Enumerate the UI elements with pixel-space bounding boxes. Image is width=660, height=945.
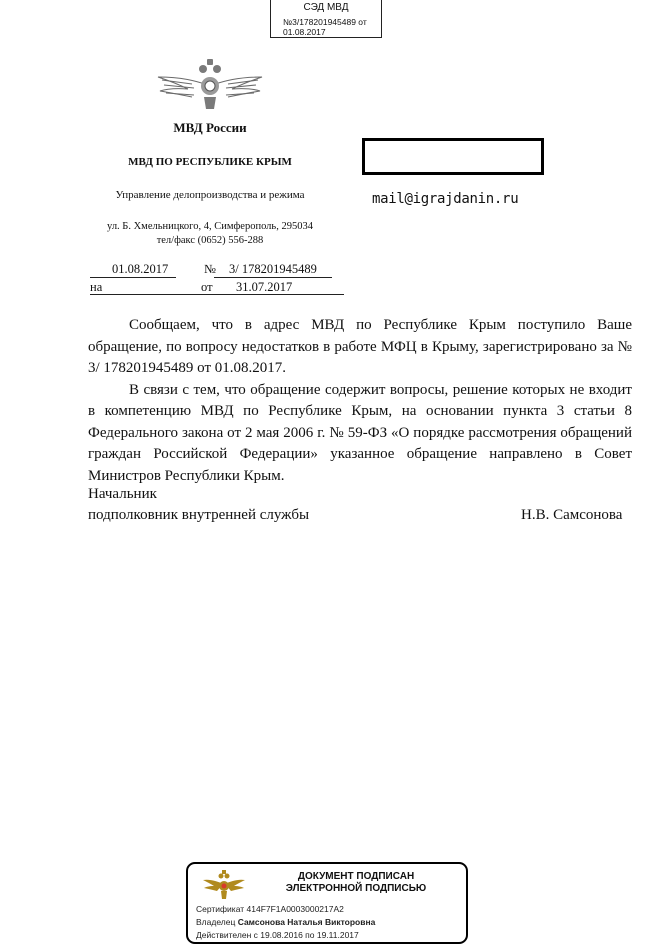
recipient-email: mail@igrajdanin.ru [372, 191, 519, 207]
owner-row [196, 917, 375, 927]
signer-name: Н.В. Самсонова [521, 507, 623, 523]
on-label: на [90, 280, 103, 294]
subdivision-name: МВД ПО РЕСПУБЛИКЕ КРЫМ [128, 156, 292, 168]
redacted-recipient-box [362, 138, 544, 175]
sed-registration-stamp [270, 0, 382, 38]
validity-label: Действителен [196, 930, 252, 940]
e-signature-title [250, 871, 462, 895]
body-paragraph-2: В связи с тем, что обращение содержит вопросы, решение которых не входит в компетенцию МВД по Республике Крым, на основании пункта 3 статьи 8 Федерального закона от 2 мая 2006 г. № 59-ФЗ «О порядке рассмотрения обращений граждан Российской Федерации» указанное обращение направлено в Совет Министров Республики Крым. [88, 381, 632, 484]
validity-value: с 19.08.2016 по 19.11.2017 [253, 930, 359, 940]
sed-stamp-number: №3/178201945489 от [283, 17, 367, 27]
certificate-value: 414F7F1A0003000217A2 [246, 904, 344, 914]
certificate-row [196, 904, 344, 914]
validity-row [196, 930, 359, 940]
e-signature-stamp [186, 862, 468, 944]
address-phone: тел/факс (0652) 556-288 [156, 235, 264, 246]
owner-label: Владелец [196, 917, 236, 927]
certificate-label: Сертификат [196, 904, 245, 914]
letter-body [88, 315, 632, 487]
date-underline [90, 277, 176, 278]
address-street: ул. Б. Хмельницкого, 4, Симферополь, 295034 [107, 221, 313, 232]
from-label: от [201, 280, 213, 294]
signer-rank: подполковник внутренней службы [88, 507, 310, 523]
number-label: № [204, 262, 216, 276]
number-underline [214, 277, 332, 278]
department-name: Управление делопроизводства и режима [115, 189, 305, 201]
e-signature-title-line2: ЭЛЕКТРОННОЙ ПОДПИСЬЮ [285, 883, 427, 894]
incoming-date: 31.07.2017 [236, 280, 293, 294]
e-signature-title-line1: ДОКУМЕНТ ПОДПИСАН [297, 871, 415, 882]
body-paragraph-1: Сообщаем, что в адрес МВД по Республике Крым поступило Ваше обращение, по вопросу недостатков в работе МФЦ в Крыму, зарегистрировано за № 3/ 178201945489 от 01.08.2017. [88, 317, 632, 376]
eagle-emblem-icon [152, 55, 268, 115]
eagle-emblem-icon [202, 870, 246, 900]
sed-stamp-date: 01.08.2017 [283, 27, 326, 37]
outgoing-number: 3/ 178201945489 [229, 262, 317, 276]
outgoing-date: 01.08.2017 [112, 262, 169, 276]
org-name: МВД России [173, 120, 247, 135]
sed-stamp-title: СЭД МВД [303, 2, 349, 13]
incoming-underline [90, 294, 344, 295]
signer-position: Начальник [88, 486, 157, 502]
owner-value: Самсонова Наталья Викторовна [237, 917, 376, 927]
org-address [80, 220, 340, 248]
